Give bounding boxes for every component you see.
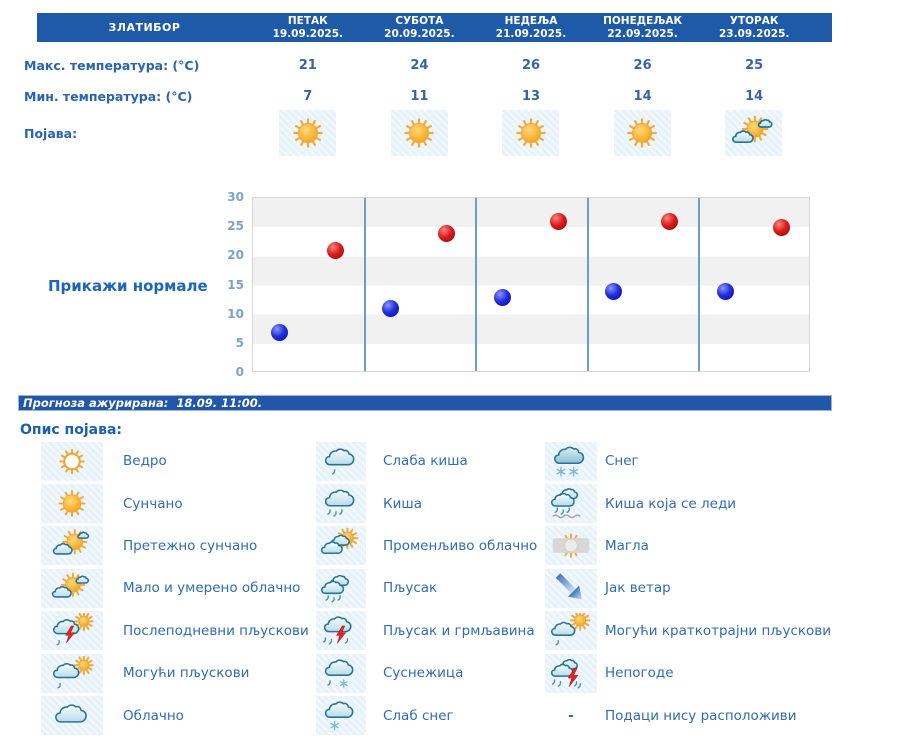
- mostly-sunny-icon: [41, 526, 103, 565]
- min-temp-value: 13: [521, 89, 541, 104]
- phenomena-label: Појава:: [24, 126, 78, 141]
- legend-label: Снег: [605, 453, 639, 470]
- day-name: ПОНЕДЕЉАК: [603, 14, 683, 27]
- max-temp-value: 21: [298, 58, 317, 73]
- legend-row: [41, 694, 309, 736]
- max-temp-label: Макс. температура: (°C): [24, 58, 200, 73]
- day-header-sunday: [475, 13, 587, 42]
- max-temp-value: 26: [521, 58, 541, 73]
- legend-column-1: [41, 440, 309, 737]
- y-tick-label: 15: [227, 277, 244, 292]
- day-date: 19.09.2025.: [272, 27, 343, 40]
- y-tick-label: 5: [235, 335, 244, 350]
- legend-row: [41, 482, 309, 524]
- chart-day-separator: [698, 198, 700, 371]
- light-rain-icon: [316, 442, 366, 481]
- legend-column-2: [316, 440, 537, 737]
- legend-row: [41, 610, 309, 652]
- legend-row: [316, 440, 537, 482]
- sunny-icon: [41, 484, 103, 523]
- y-tick-label: 10: [227, 306, 244, 321]
- legend-label: Јак ветар: [605, 580, 671, 597]
- day-header-friday: [252, 13, 364, 42]
- snow-icon: [545, 442, 597, 481]
- freezing-rain-icon: [545, 484, 597, 523]
- legend-label: Магла: [605, 537, 649, 554]
- chart-y-axis: [192, 190, 244, 379]
- legend-label: Сунчано: [123, 495, 183, 512]
- legend-column-3: [545, 440, 831, 737]
- y-tick-label: 20: [227, 248, 244, 263]
- cloudy-icon: [41, 696, 103, 735]
- legend-row: [545, 440, 831, 482]
- day-header-monday: [587, 13, 699, 42]
- day-name: УТОРАК: [729, 14, 779, 27]
- no-data-icon: -: [568, 707, 574, 724]
- chart-plot: [252, 197, 810, 372]
- min-temp-point: [494, 289, 511, 306]
- legend-label: Мало и умерено облачно: [123, 580, 301, 597]
- shower-icon: [316, 569, 366, 608]
- chart-day-separator: [587, 198, 589, 371]
- storms-icon: [545, 654, 597, 693]
- legend-row: [41, 525, 309, 567]
- day-header-tuesday: [698, 13, 810, 42]
- legend-label: Слаба киша: [383, 453, 468, 470]
- sleet-icon: [316, 654, 366, 693]
- forecast-updated-text: Прогноза ажурирана: 18.09. 11:00.: [23, 396, 263, 410]
- legend-label: Послеподневни пљускови: [123, 622, 309, 639]
- legend-label: Могући пљускови: [123, 665, 250, 682]
- partly-cloudy-icon: [725, 110, 782, 156]
- min-temp-value: 14: [745, 89, 764, 104]
- legend-row: [316, 652, 537, 694]
- sunny-icon: [502, 110, 559, 156]
- max-temp-point: [327, 242, 344, 259]
- legend-label: Могући краткотрајни пљускови: [605, 622, 832, 639]
- day-name: ПЕТАК: [287, 14, 328, 27]
- legend-label: Киша: [383, 495, 422, 512]
- max-temp-value: 24: [410, 58, 429, 73]
- legend-row: [545, 482, 831, 524]
- legend-label: Киша која се леди: [605, 495, 737, 512]
- sunny-icon: [391, 110, 448, 156]
- legend-label: Облачно: [123, 707, 184, 724]
- min-temp-value: 14: [633, 89, 652, 104]
- min-temp-point: [717, 283, 734, 300]
- max-temp-point: [550, 213, 567, 230]
- shower-thunder-icon: [316, 611, 366, 650]
- legend-label: Променљиво облачно: [383, 537, 538, 554]
- possible-showers-icon: [41, 654, 103, 693]
- legend-title: Опис појава:: [20, 422, 122, 438]
- legend-label: Подаци нису расположиви: [605, 707, 797, 724]
- variable-cloudy-icon: [316, 526, 366, 565]
- sunny-icon: [614, 110, 671, 156]
- chart-day-separator: [364, 198, 366, 371]
- y-tick-label: 0: [235, 365, 244, 379]
- min-temp-label: Мин. температура: (°C): [24, 89, 193, 104]
- max-temp-point: [438, 225, 455, 242]
- day-date: 20.09.2025.: [384, 27, 455, 40]
- station-name: ЗЛАТИБОР: [108, 21, 181, 34]
- legend-row: [316, 525, 537, 567]
- max-temp-value: 25: [745, 58, 764, 73]
- legend-label: Пљусак и грмљавина: [383, 622, 535, 639]
- legend-label: Пљусак: [383, 580, 438, 597]
- legend-row: [316, 567, 537, 609]
- y-tick-label: 25: [227, 219, 244, 234]
- max-temp-point: [661, 213, 678, 230]
- day-header-saturday: [364, 13, 476, 42]
- min-temp-point: [271, 324, 288, 341]
- max-temp-value: 26: [633, 58, 652, 73]
- legend-label: Непогоде: [605, 665, 674, 682]
- legend-row: [545, 652, 831, 694]
- sunny-icon: [279, 110, 336, 156]
- legend-row: [41, 567, 309, 609]
- day-date: 21.09.2025.: [495, 27, 567, 40]
- fog-icon: [545, 526, 597, 565]
- legend-label: Претежно сунчано: [123, 537, 258, 554]
- day-name: НЕДЕЉА: [504, 14, 558, 27]
- legend-row: [545, 567, 831, 609]
- max-temp-point: [773, 219, 790, 236]
- min-temp-point: [605, 283, 622, 300]
- possible-short-showers-icon: [545, 611, 597, 650]
- forecast-table-header: [37, 13, 832, 42]
- light-snow-icon: [316, 696, 366, 735]
- legend-label: Слаб снег: [383, 707, 454, 724]
- show-normals-link[interactable]: Прикажи нормале: [48, 277, 208, 295]
- min-temp-point: [382, 300, 399, 317]
- legend-row: [41, 440, 309, 482]
- day-date: 22.09.2025.: [607, 27, 678, 40]
- chart-day-separator: [475, 198, 477, 371]
- legend-row: [545, 610, 831, 652]
- legend-row: [316, 610, 537, 652]
- afternoon-showers-icon: [41, 611, 103, 650]
- day-name: СУБОТА: [395, 14, 444, 27]
- legend-row: [316, 482, 537, 524]
- min-temp-value: 11: [410, 89, 429, 104]
- y-tick-label: 30: [227, 190, 244, 204]
- legend-label: Суснежица: [383, 665, 464, 682]
- forecast-updated-bar: [18, 395, 832, 411]
- legend-row: [316, 694, 537, 736]
- rain-icon: [316, 484, 366, 523]
- min-temp-value: 7: [303, 89, 313, 104]
- legend-label: Ведро: [123, 453, 167, 470]
- legend-row: [545, 525, 831, 567]
- legend-row: [545, 694, 831, 736]
- strong-wind-icon: [545, 569, 597, 608]
- legend-row: [41, 652, 309, 694]
- day-date: 23.09.2025.: [718, 27, 790, 40]
- clear-icon: [41, 442, 103, 481]
- partly-cloudy-icon: [41, 569, 103, 608]
